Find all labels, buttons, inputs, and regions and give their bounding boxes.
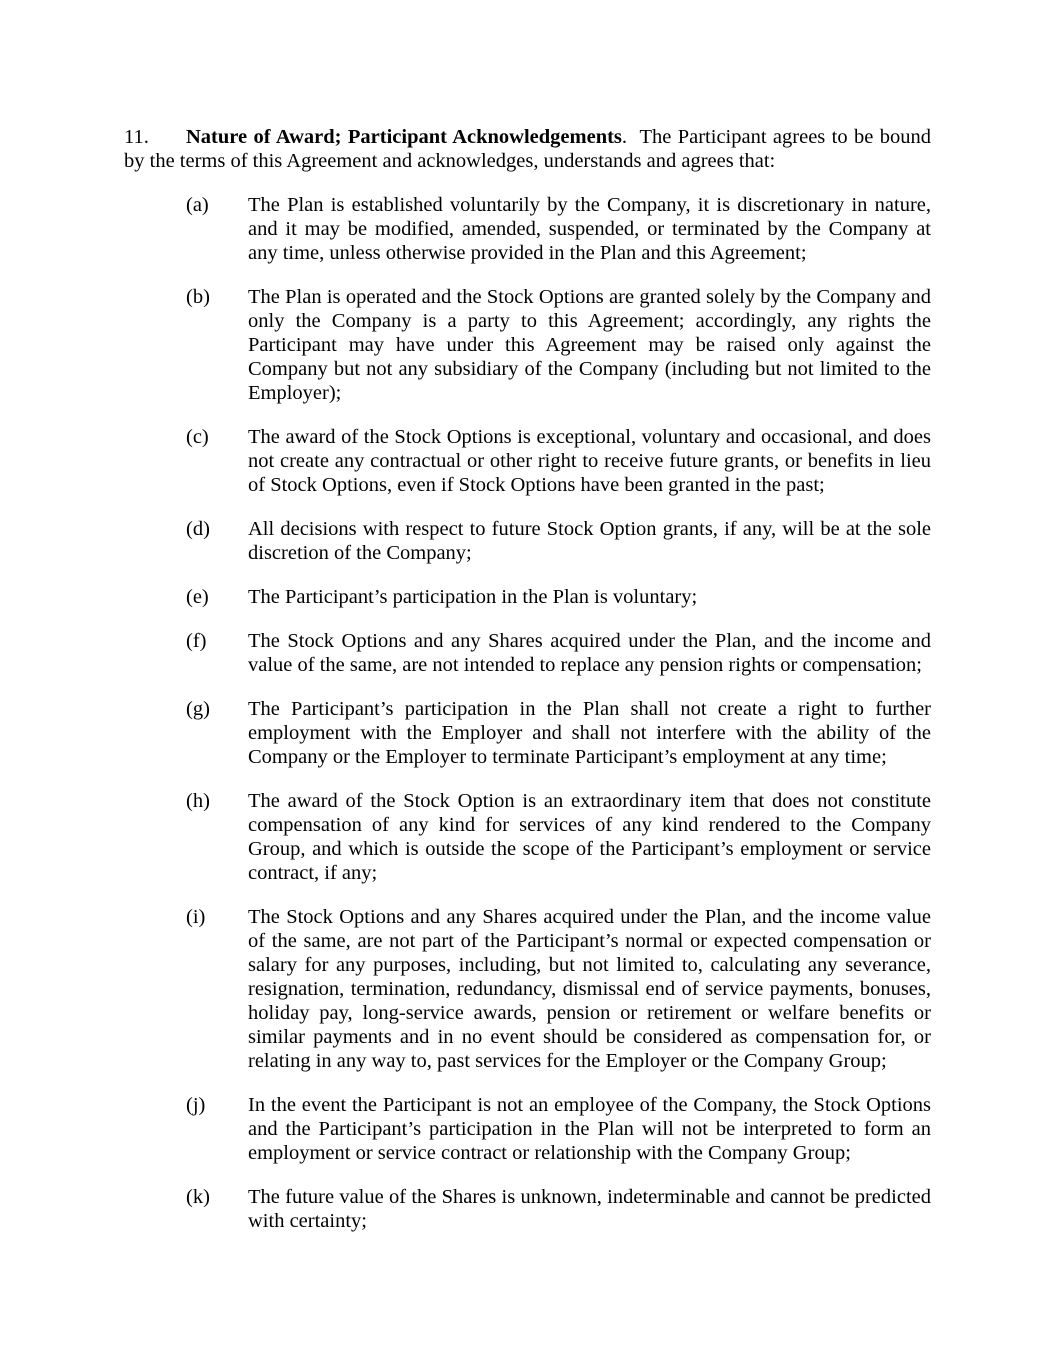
item-text: The award of the Stock Options is exceptional, voluntary and occasional, and does not create any contractual or other right to receive future grants, or benefits in lieu of Stock Options, even if Stock Options have been granted in the past; (248, 426, 931, 496)
item-text: The award of the Stock Option is an extraordinary item that does not constitute compensation of any kind for services of any kind rendered to the Company Group, and which is outside the scope of the Participant’s employment or service contract, if any; (248, 790, 931, 884)
list-item (124, 905, 931, 1073)
list-item (124, 789, 931, 885)
item-label: (f) (186, 630, 207, 652)
item-text: The Participant’s participation in the Plan shall not create a right to further employment with the Employer and shall not interfere with the ability of the Company or the Employer to terminate Participant’s employment at any time; (248, 698, 931, 768)
item-label: (b) (186, 286, 210, 308)
list-item (124, 585, 931, 609)
list-item (124, 425, 931, 497)
item-label: (c) (186, 426, 209, 448)
document-page (124, 125, 931, 1233)
item-text: The Stock Options and any Shares acquired under the Plan, and the income value of the same, are not part of the Participant’s normal or expected compensation or salary for any purposes, including, but not limited to, calculating any severance, resignation, termination, redundancy, dismissal end of service payments, bonuses, holiday pay, long-service awards, pension or retirement or welfare benefits or similar payments and in no event should be considered as compensation for, or relating in any way to, past services for the Employer or the Company Group; (248, 906, 931, 1072)
item-label: (j) (186, 1094, 206, 1116)
item-text: The Stock Options and any Shares acquired under the Plan, and the income and value of the same, are not intended to replace any pension rights or compensation; (248, 630, 931, 676)
item-label: (a) (186, 194, 209, 216)
section-title: Nature of Award; Participant Acknowledgements (186, 126, 622, 148)
item-label: (d) (186, 518, 210, 540)
item-label: (e) (186, 586, 209, 608)
item-label: (i) (186, 906, 206, 928)
section-intro: The Participant agrees to be bound by the terms of this Agreement and acknowledges, understands and agrees that: (124, 126, 932, 172)
item-label: (k) (186, 1186, 210, 1208)
section-title-punct: . (621, 126, 628, 148)
list-item (124, 629, 931, 677)
item-label: (h) (186, 790, 210, 812)
list-item (124, 1185, 931, 1233)
item-text: The Plan is operated and the Stock Options are granted solely by the Company and only the Company is a party to this Agreement; accordingly, any rights the Participant may have under this Agreement may be raised only against the Company but not any subsidiary of the Company (including but not limited to the Employer); (248, 286, 931, 404)
acknowledgement-list (124, 193, 931, 1233)
item-text: The future value of the Shares is unknown, indeterminable and cannot be predicted with certainty; (248, 1186, 931, 1232)
item-text: All decisions with respect to future Stock Option grants, if any, will be at the sole discretion of the Company; (248, 518, 931, 564)
list-item (124, 193, 931, 265)
item-text: In the event the Participant is not an employee of the Company, the Stock Options and the Participant’s participation in the Plan will not be interpreted to form an employment or service contract or relationship with the Company Group; (248, 1094, 931, 1164)
list-item (124, 697, 931, 769)
section-number: 11. (124, 126, 149, 148)
item-text: The Participant’s participation in the Plan is voluntary; (248, 586, 698, 608)
item-label: (g) (186, 698, 210, 720)
list-item (124, 517, 931, 565)
list-item (124, 285, 931, 405)
list-item (124, 1093, 931, 1165)
section-11-heading (124, 125, 931, 173)
item-text: The Plan is established voluntarily by the Company, it is discretionary in nature, and it may be modified, amended, suspended, or terminated by the Company at any time, unless otherwise provided in the Plan and this Agreement; (248, 194, 931, 264)
